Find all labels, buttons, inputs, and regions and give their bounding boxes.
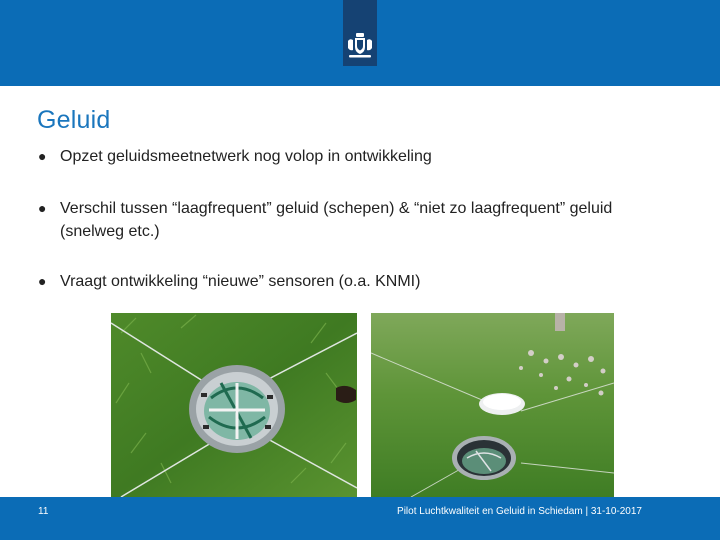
government-logo bbox=[343, 0, 377, 66]
bullet-dot: ● bbox=[38, 273, 47, 289]
bullet-text: Vraagt ontwikkeling “nieuwe” sensoren (o.a. KNMI) bbox=[60, 273, 421, 290]
page-number: 11 bbox=[38, 506, 49, 517]
bullet-dot: ● bbox=[38, 148, 47, 164]
bullet-item bbox=[38, 197, 638, 243]
coat-of-arms-icon bbox=[347, 32, 373, 60]
bullet-item bbox=[38, 145, 638, 168]
bullet-item bbox=[38, 270, 638, 293]
bullet-dot: ● bbox=[38, 200, 47, 216]
footer-band bbox=[0, 497, 720, 540]
bullet-text: Opzet geluidsmeetnetwerk nog volop in ontwikkeling bbox=[60, 148, 432, 165]
bullet-text: Verschil tussen “laagfrequent” geluid (schepen) & “niet zo laagfrequent” geluid (snelweg etc.) bbox=[60, 200, 613, 240]
photo-sensor-top-view bbox=[111, 313, 357, 497]
photo-sensor-field-view bbox=[371, 313, 614, 497]
slide-title: Geluid bbox=[37, 106, 111, 134]
footer-text: Pilot Luchtkwaliteit en Geluid in Schiedam | 31-10-2017 bbox=[397, 506, 642, 517]
